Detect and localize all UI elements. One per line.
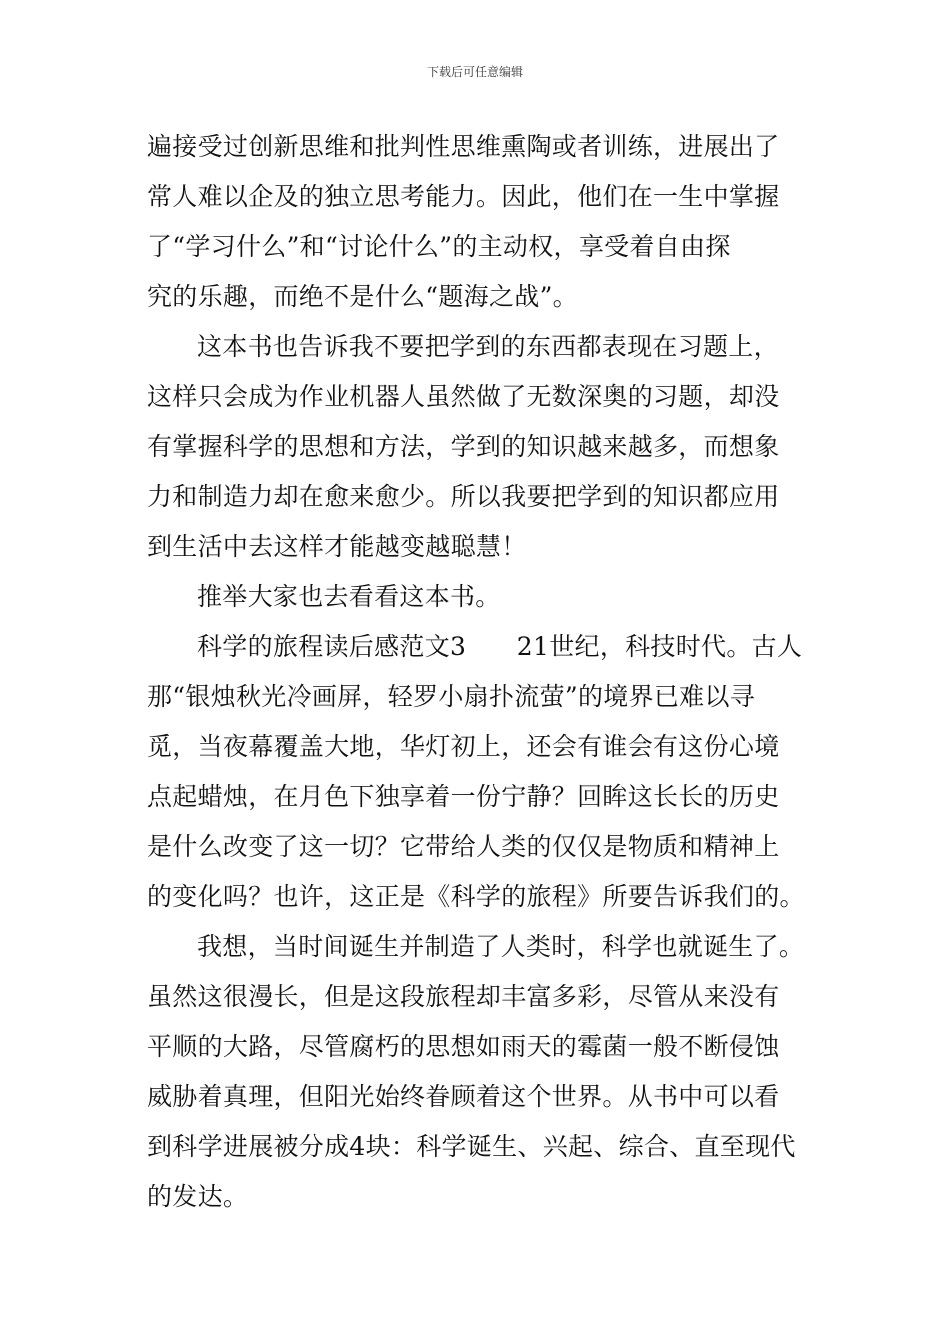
text-line: 是什么改变了这一切？它带给人类的仅仅是物质和精神上 — [147, 832, 780, 861]
text-line: 觅，当夜幕覆盖大地，华灯初上，还会有谁会有这份心境 — [147, 732, 780, 761]
text-line: 推举大家也去看看这本书。 — [197, 582, 501, 611]
text-line: 有掌握科学的思想和方法，学到的知识越来越多，而想象 — [147, 432, 780, 461]
text-line: 到生活中去这样才能越变越聪慧！ — [147, 532, 527, 561]
text-line: 到科学进展被分成4块：科学诞生、兴起、综合、直至现代 — [147, 1132, 796, 1161]
text-line: 威胁着真理，但阳光始终眷顾着这个世界。从书中可以看 — [147, 1082, 780, 1111]
text-line: 力和制造力却在愈来愈少。所以我要把学到的知识都应用 — [147, 482, 780, 511]
text-line: 那“银烛秋光冷画屏，轻罗小扇扑流萤”的境界已难以寻 — [147, 682, 756, 711]
text-line: 虽然这很漫长，但是这段旅程却丰富多彩，尽管从来没有 — [147, 982, 780, 1011]
text-line: 究的乐趣，而绝不是什么“题海之战”。 — [147, 282, 578, 311]
text-line: 的变化吗？也许，这正是《科学的旅程》所要告诉我们的。 — [147, 882, 805, 911]
text-line: 这本书也告诉我不要把学到的东西都表现在习题上， — [197, 332, 779, 361]
text-line: 遍接受过创新思维和批判性思维熏陶或者训练，进展出了 — [147, 132, 780, 161]
text-line: 的发达。 — [147, 1182, 249, 1211]
text-line: 我想，当时间诞生并制造了人类时，科学也就诞生了。 — [197, 932, 805, 961]
text-line: 了“学习什么”和“讨论什么”的主动权，享受着自由探 — [147, 232, 731, 261]
text-line: 这样只会成为作业机器人虽然做了无数深奥的习题，却没 — [147, 382, 780, 411]
text-line: 常人难以企及的独立思考能力。因此，他们在一生中掌握 — [147, 182, 780, 211]
text-line: 点起蜡烛，在月色下独享着一份宁静？回眸这长长的历史 — [147, 782, 780, 811]
page-header: 下载后可任意编辑 — [426, 65, 523, 79]
text-line: 平顺的大路，尽管腐朽的思想如雨天的霉菌一般不断侵蚀 — [147, 1032, 780, 1061]
text-line: 科学的旅程读后感范文3 21世纪，科技时代。古人 — [197, 632, 803, 661]
